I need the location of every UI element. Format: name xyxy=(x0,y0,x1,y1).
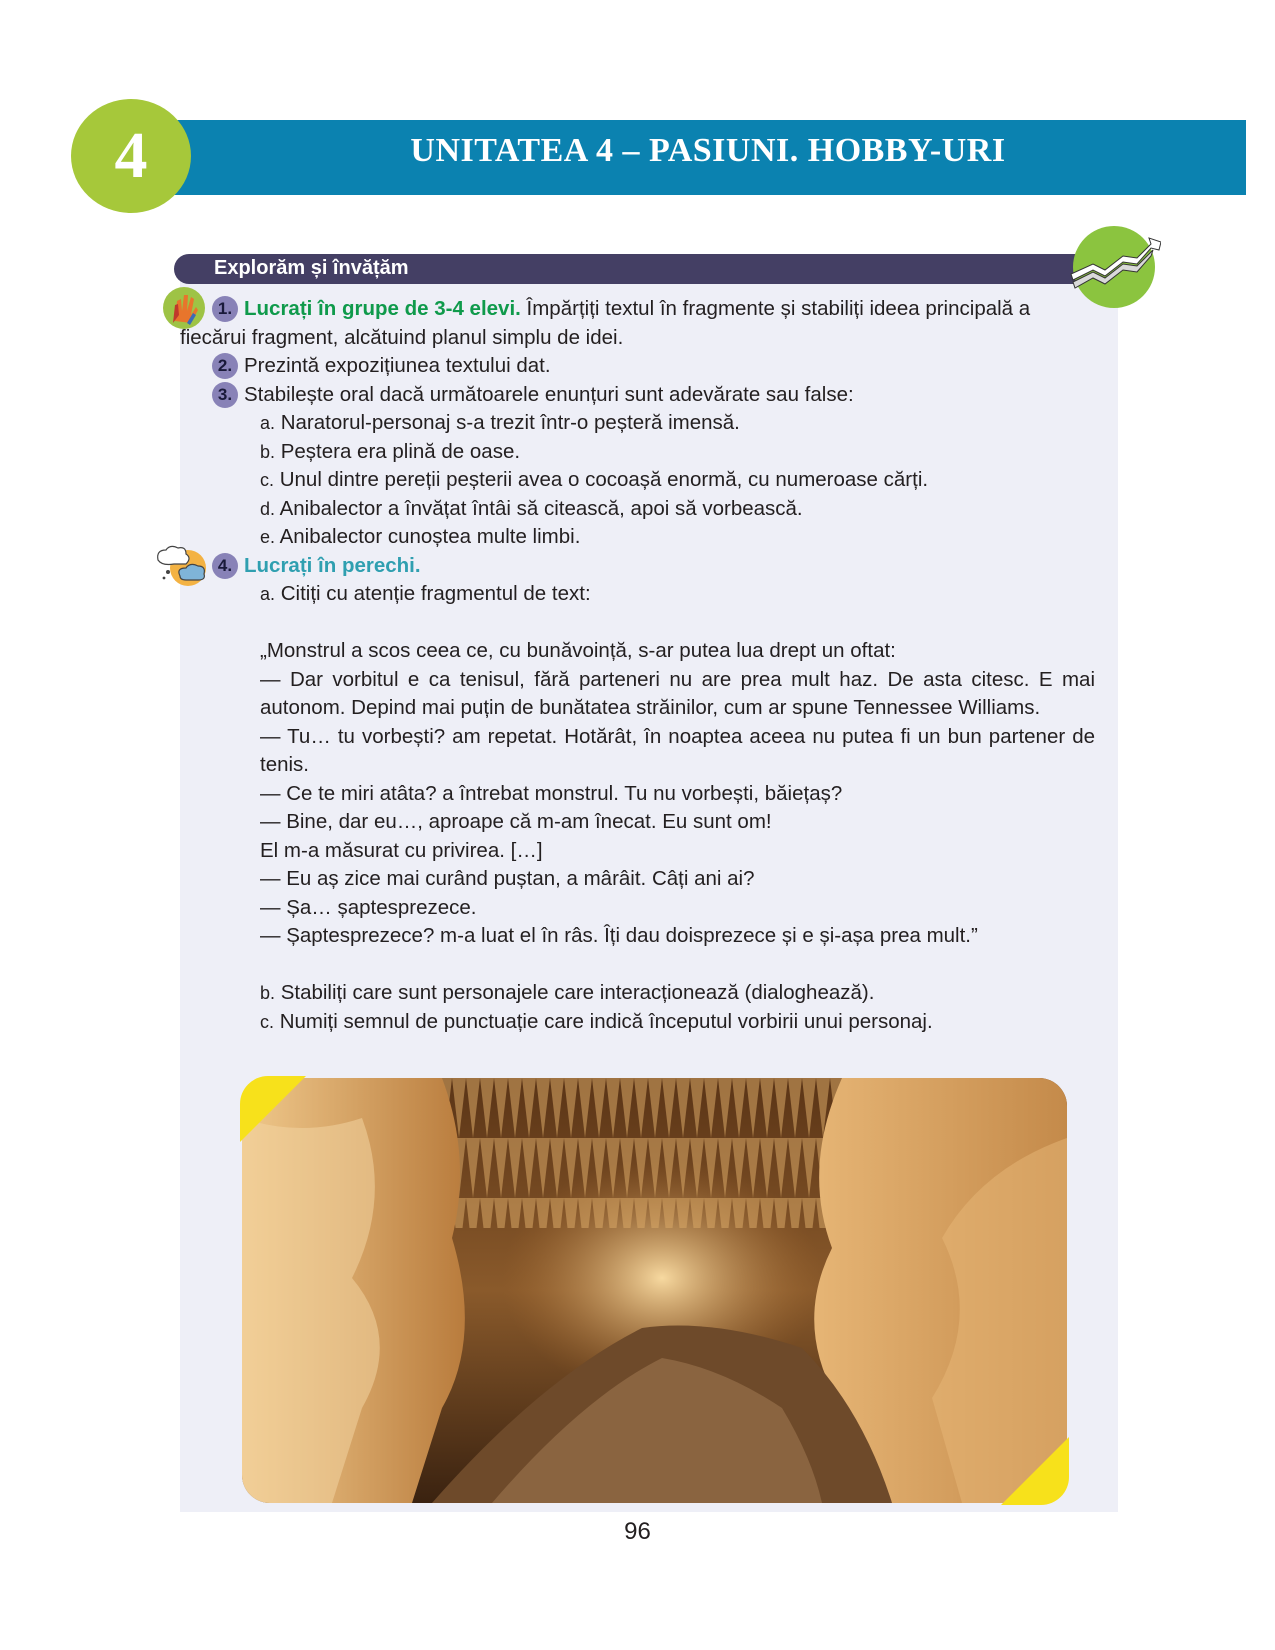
pair-work-icon xyxy=(154,542,208,588)
section-title: Explorăm și învățăm xyxy=(214,257,409,279)
exercise-1 xyxy=(180,295,1095,324)
exercise-number: 3. xyxy=(212,382,238,408)
exercise-number: 1. xyxy=(212,296,238,322)
task-b xyxy=(180,979,1095,1008)
quote-line: — Șaptesprezece? m-a luat el în râs. Îți dau doisprezece și e și-așa prea mult.” xyxy=(260,924,978,947)
corner-accent xyxy=(1001,1437,1069,1505)
exercise-3 xyxy=(180,381,1095,410)
section-header xyxy=(174,254,1104,284)
quote-line: El m-a măsurat cu privirea. […] xyxy=(260,838,543,862)
item-letter: c. xyxy=(260,470,275,490)
item-text: Numiți semnul de punctuație care indică începutul vorbirii unui personaj. xyxy=(274,1009,933,1033)
item-text: Anibalector a învățat întâi să citească, apoi să vorbească. xyxy=(275,496,803,520)
statement-item xyxy=(180,438,1095,467)
statement-item xyxy=(180,466,1095,495)
task-c xyxy=(180,1008,1095,1037)
text-fragment xyxy=(180,637,1095,951)
item-letter: b. xyxy=(260,441,276,462)
quote-line: „Monstrul a scos ceea ce, cu bunăvoință, s-ar putea lua drept un oftat: xyxy=(260,639,896,662)
item-letter: a. xyxy=(260,413,276,433)
unit-banner xyxy=(170,120,1246,195)
exercise-number: 4. xyxy=(212,553,238,579)
statement-item xyxy=(180,495,1095,524)
item-text: Citiți cu atenție fragmentul de text: xyxy=(275,582,591,605)
page-number: 96 xyxy=(624,1518,651,1545)
statement-item xyxy=(180,409,1095,438)
item-letter: a. xyxy=(260,584,276,604)
unit-number: 4 xyxy=(114,119,148,192)
exercise-4-lead: Lucrați în perechi. xyxy=(244,553,421,577)
exercise-3-text: Stabilește oral dacă următoarele enunțuri sunt adevărate sau false: xyxy=(244,382,854,406)
item-text: Anibalector cunoștea multe limbi. xyxy=(275,525,581,548)
exercise-1-lead: Lucrați în grupe de 3-4 elevi. xyxy=(244,297,521,320)
unit-title: UNITATEA 4 – PASIUNI. HOBBY-URI xyxy=(410,132,1006,169)
quote-line: — Ce te miri atâta? a întrebat monstrul. Tu nu vorbești, băiețaș? xyxy=(260,781,843,805)
cave-photo xyxy=(242,1078,1067,1503)
item-text: Unul dintre pereții peșterii avea o cocoașă enormă, cu numeroase cărți. xyxy=(274,468,929,491)
exercise-1-continuation: fiecărui fragment, alcătuind planul simplu de idei. xyxy=(180,325,624,349)
exercise-1-text: Împărțiți textul în fragmente și stabiliți ideea principală a xyxy=(520,297,1031,320)
exercise-content xyxy=(180,295,1095,1036)
item-letter: e. xyxy=(260,527,276,547)
quote-line: — Tu… tu vorbești? am repetat. Hotărât, în noaptea aceea nu putea fi un bun partener de tenis. xyxy=(260,724,1095,776)
group-work-icon xyxy=(163,287,205,329)
statement-item xyxy=(180,523,1095,552)
unit-number-badge xyxy=(71,99,191,213)
quote-line: — Dar vorbitul e ca tenisul, fără parteneri nu are prea mult haz. De asta citesc. E mai autonom. Depind mai puțin de bunătatea străinilor, cum ar spune Tennessee Williams. xyxy=(260,667,1095,719)
item-text: Stabiliți care sunt personajele care interacționează (dialoghează). xyxy=(275,981,875,1004)
exercise-2-text: Prezintă expozițiunea textului dat. xyxy=(244,354,551,377)
exercise-number: 2. xyxy=(212,353,238,379)
quote-line: — Șa… șaptesprezece. xyxy=(260,895,477,919)
item-text: Naratorul-personaj s-a trezit într-o peșteră imensă. xyxy=(275,411,740,434)
item-text: Peștera era plină de oase. xyxy=(275,439,521,463)
item-letter: c. xyxy=(260,1011,275,1032)
quote-line: — Bine, dar eu…, aproape că m-am înecat. Eu sunt om! xyxy=(260,810,772,833)
exercise-2 xyxy=(180,352,1095,381)
quote-line: — Eu aș zice mai curând puștan, a mârâit. Câți ani ai? xyxy=(260,867,755,890)
item-letter: d. xyxy=(260,498,276,519)
exercise-4 xyxy=(180,552,1095,581)
task-a xyxy=(180,580,1095,609)
corner-accent xyxy=(240,1076,306,1142)
item-letter: b. xyxy=(260,983,276,1003)
growth-chart-icon xyxy=(1073,226,1155,308)
